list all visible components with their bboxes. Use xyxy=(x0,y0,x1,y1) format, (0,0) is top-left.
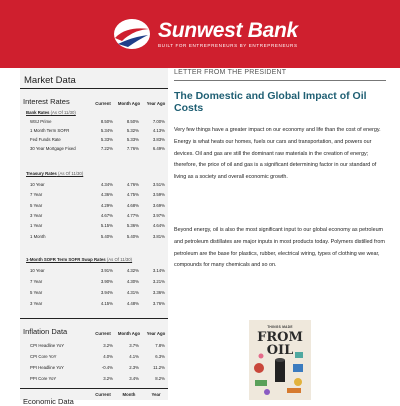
table-row: 7 Year 4.36% 4.75% 3.59% xyxy=(30,192,165,197)
economic-data-header xyxy=(20,388,168,404)
table-row: PPI Headline YoY -0.4% 2.3% 11.2% xyxy=(30,365,165,370)
market-data-title: Market Data xyxy=(24,75,76,86)
table-row: 30 Year Mortgage Fixed 7.22% 7.76% 6.49% xyxy=(30,146,165,151)
inflation-data-header xyxy=(20,318,168,338)
brand-name: Sunwest Bank xyxy=(158,18,298,42)
sunwest-swoosh-icon xyxy=(112,17,152,51)
poster-small-text: THINGS MADE xyxy=(267,325,293,329)
inflation-data-title: Inflation Data xyxy=(23,327,68,336)
interest-rates-header xyxy=(20,88,168,108)
table-row: 10 Year 3.91% 4.32% 3.14% xyxy=(30,268,165,273)
table-row: 3 Year 4.15% 4.48% 3.76% xyxy=(30,301,165,306)
table-row: CPI Headline YoY 3.2% 3.7% 7.8% xyxy=(30,343,165,348)
table-row: 10 Year 4.34% 4.76% 3.51% xyxy=(30,182,165,187)
col-current: Current xyxy=(95,331,111,336)
col-current: Current xyxy=(95,392,111,397)
bank-rates-label: Bank Rates (As Of 11/30) xyxy=(26,110,76,115)
things-made-from-oil-poster xyxy=(249,320,311,400)
letter-paragraph-2: Beyond energy, oil is also the most significant input to our global economy as petroleum and petroleum distillates are major inputs in most products today. Polymers distilled from petroleum are the base for plastics, rubber, electrical wiring, types of clothing we wear, compounds for many chemicals and so on. xyxy=(174,227,385,269)
economic-data-title: Economic Data xyxy=(23,397,74,406)
col-year-ago: Year Ago xyxy=(146,101,166,106)
table-row: PPI Core YoY 3.2% 3.4% 8.2% xyxy=(30,376,165,381)
swap-rates-label: 1-Month SOFR Term SOFR Swap Rates (As Of 11/30) xyxy=(26,257,133,262)
col-month-ago: Month Ago xyxy=(117,101,141,106)
letter-title: The Domestic and Global Impact of Oil Costs xyxy=(174,90,367,114)
col-year: Year xyxy=(151,392,161,397)
table-row: 7 Year 3.90% 4.30% 3.21% xyxy=(30,279,165,284)
table-row: WSJ Prime 8.50% 8.50% 7.00% xyxy=(30,119,165,124)
col-month-ago: Month Ago xyxy=(117,331,141,336)
letter-paragraph-1: Very few things have a greater impact on our economy and life than the cost of energy. Energy is what heats our homes, fuels our cars and transportation, and powers our devices. Oil and gas are still the dominant raw materials in the creation of energy; therefore, the price of oil and gas is a significant determining factor in our standard of living as a society and overall economic growth. xyxy=(174,127,381,181)
divider xyxy=(174,80,386,81)
header-banner xyxy=(0,0,400,68)
table-row: 1 Year 5.15% 5.36% 4.64% xyxy=(30,223,165,228)
table-row: 5 Year 3.94% 4.31% 3.36% xyxy=(30,290,165,295)
interest-rates-title: Interest Rates xyxy=(23,97,70,106)
col-year-ago: Year Ago xyxy=(146,331,166,336)
letter-section-label: LETTER FROM THE PRESIDENT xyxy=(174,69,287,76)
table-row: CPI Core YoY 4.0% 4.1% 6.3% xyxy=(30,354,165,359)
table-row: 3 Year 4.67% 4.77% 3.97% xyxy=(30,213,165,218)
col-month: Month xyxy=(122,392,136,397)
treasury-rates-label: Treasury Rates (As Of 11/30) xyxy=(26,171,84,176)
poster-big-text: FROM OIL xyxy=(257,330,303,358)
table-row: 1 Month 5.40% 5.40% 3.81% xyxy=(30,234,165,239)
oil-products-illustration xyxy=(249,320,311,400)
brand-tagline: BUILT FOR ENTREPRENEURS BY ENTREPRENEURS xyxy=(158,42,298,48)
col-current: Current xyxy=(95,101,111,106)
table-row: 1 Month Term SOFR 5.34% 5.32% 4.13% xyxy=(30,128,165,133)
table-row: 5 Year 4.29% 4.68% 3.69% xyxy=(30,203,165,208)
sunwest-logo[interactable] xyxy=(112,17,298,51)
market-data-panel xyxy=(20,68,168,406)
table-row: Fed Funds Rate 5.33% 5.33% 3.83% xyxy=(30,137,165,142)
